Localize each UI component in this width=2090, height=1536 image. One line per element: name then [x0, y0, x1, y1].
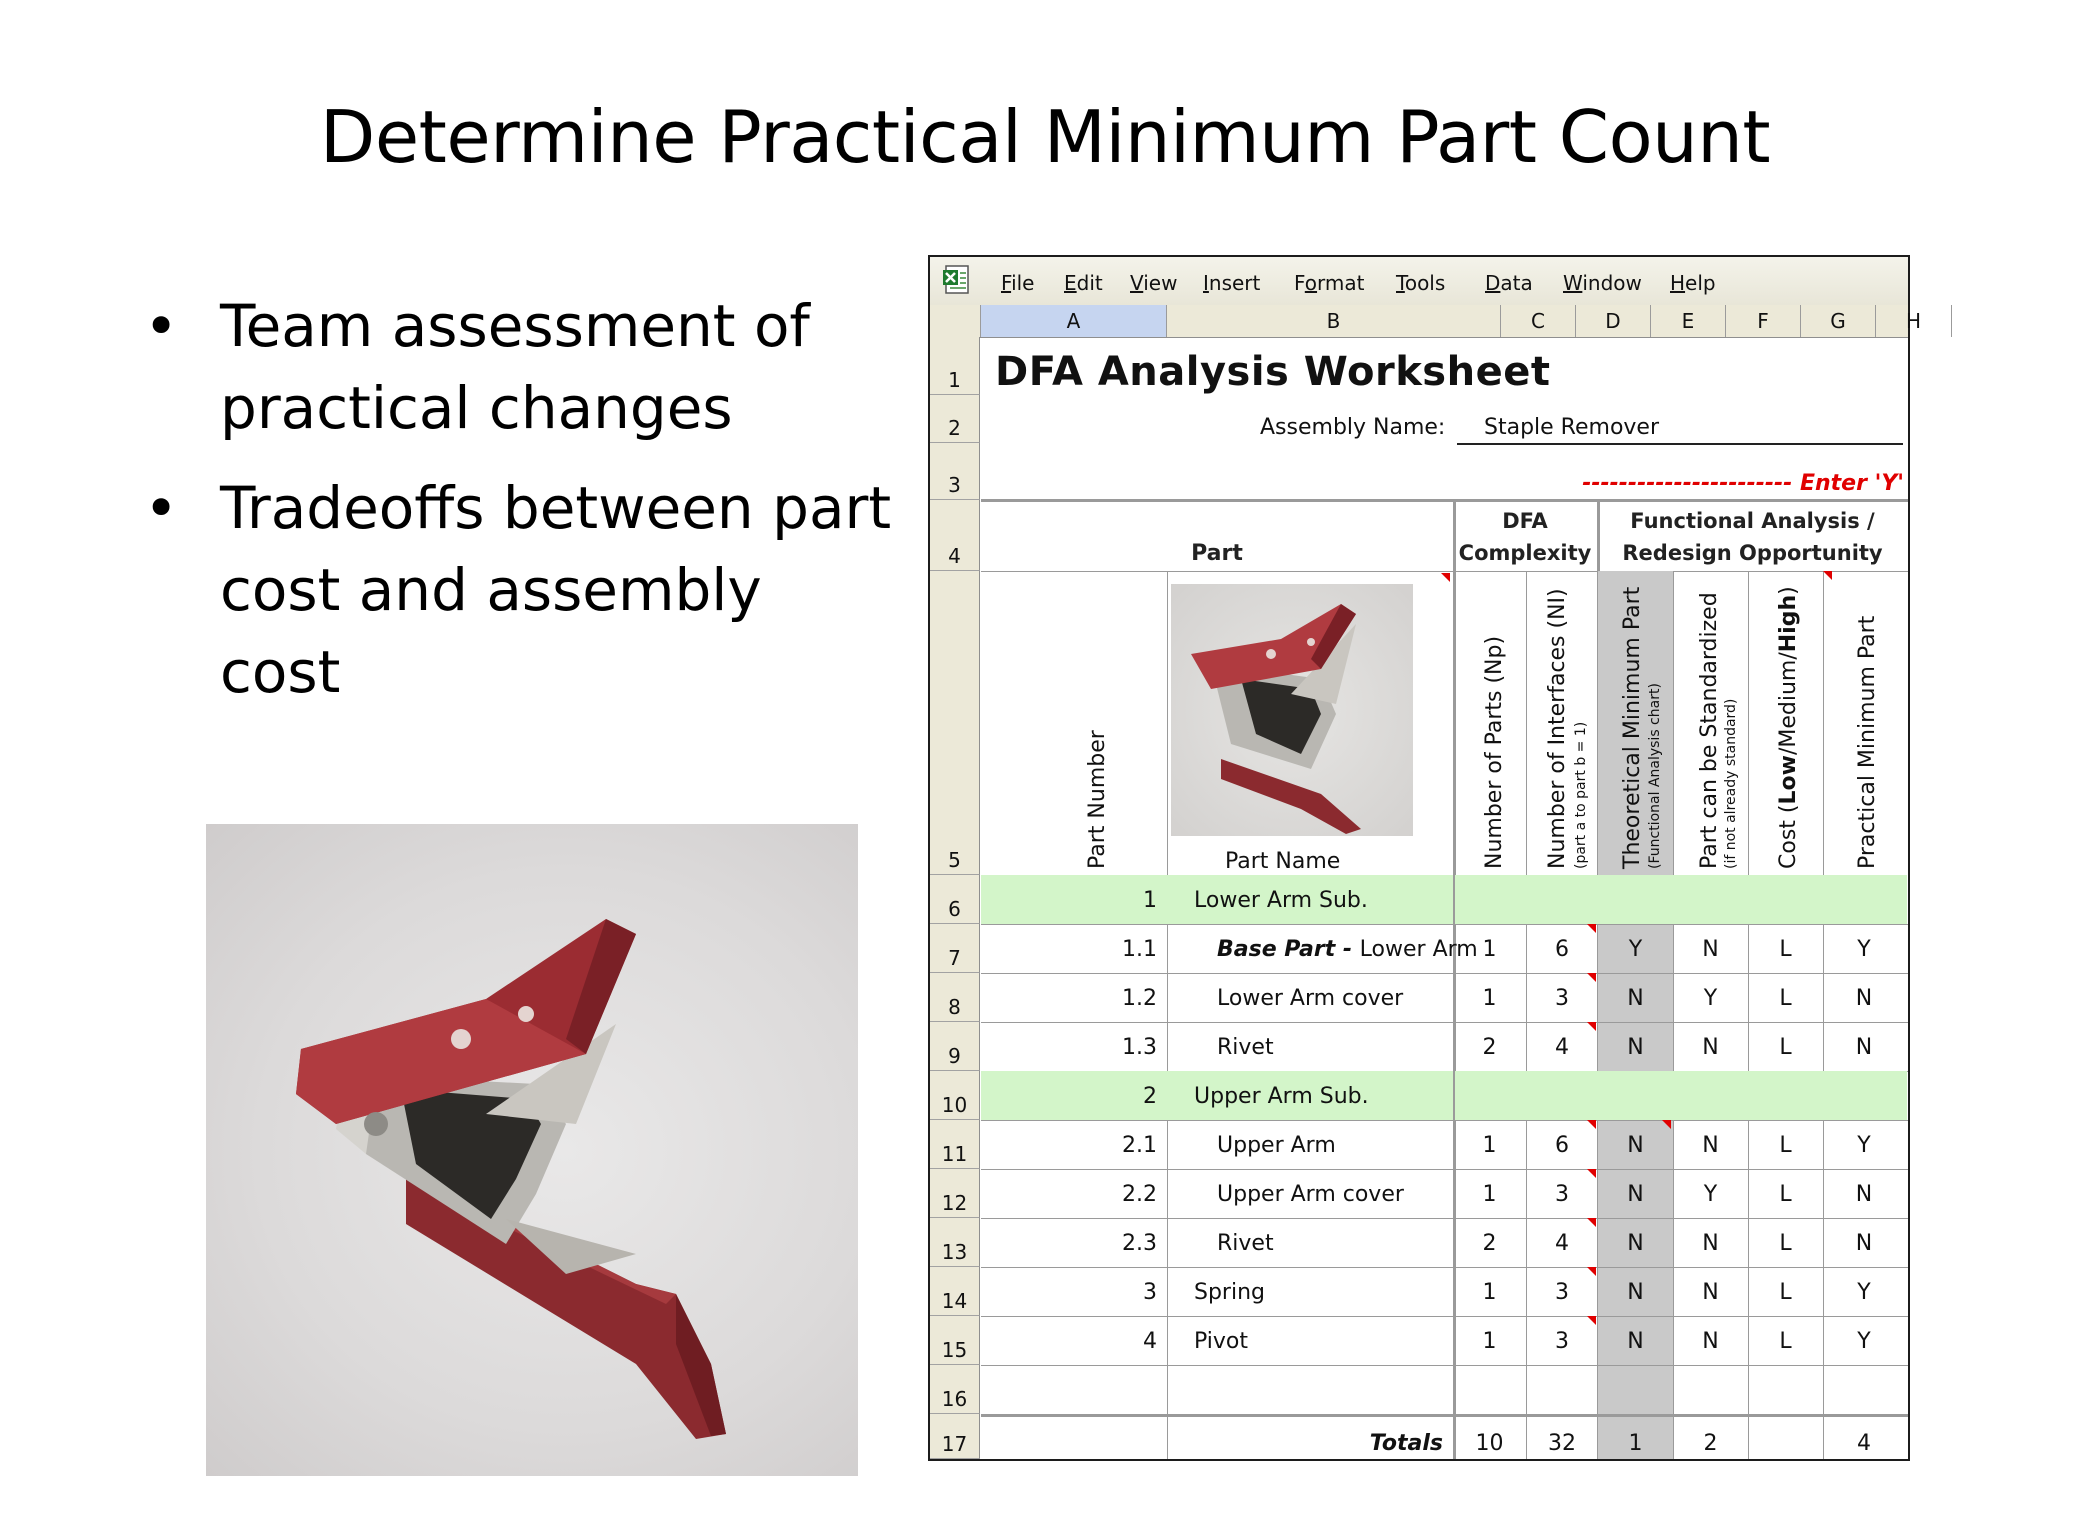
value-cell-f[interactable] — [1673, 1365, 1748, 1411]
value-cell-d[interactable] — [1526, 1071, 1598, 1117]
part-number-cell[interactable]: 2.2 — [1122, 1182, 1157, 1207]
dfa-header-line2: Complexity — [1458, 541, 1592, 565]
bullet-item — [140, 467, 900, 713]
column-header-row — [930, 305, 1922, 338]
part-name-cell[interactable]: Upper Arm Sub. — [1194, 1084, 1369, 1109]
value-cell-h[interactable]: N — [1855, 1231, 1873, 1256]
row-header[interactable]: 17 — [930, 1414, 980, 1459]
part-name-cell[interactable]: Upper Arm — [1217, 1133, 1336, 1158]
part-name-cell[interactable]: Lower Arm Sub. — [1194, 888, 1368, 913]
column-header-b[interactable]: B — [1167, 305, 1501, 337]
excel-app-icon[interactable] — [942, 265, 970, 295]
row-header[interactable]: 2 — [930, 395, 980, 443]
menu-help[interactable]: Help — [1670, 271, 1716, 295]
part-number-cell[interactable]: 1.1 — [1122, 937, 1157, 962]
value-cell-h[interactable] — [1823, 875, 1905, 921]
bullet-dot: • — [144, 474, 179, 542]
value-cell-g[interactable]: L — [1779, 1329, 1792, 1354]
part-name-cell[interactable] — [1194, 1365, 1425, 1411]
value-cell-c[interactable] — [1453, 1071, 1526, 1117]
row-header[interactable]: 10 — [930, 1071, 980, 1120]
value-cell-g[interactable]: L — [1779, 1133, 1792, 1158]
comment-indicator[interactable] — [1587, 1267, 1596, 1276]
value-cell-d[interactable]: 4 — [1555, 1231, 1569, 1256]
bullet-item — [140, 285, 900, 449]
excel-window: File Edit View Insert Format Tools Data Window Help A B C D E F G H 1 2 3 4 5 DFA Analysis Worksheet Assembly Name: Staple Remover ----------------------- Enter 'Y' Part DFA Complexity Functional Analysis / Redesign Opportunity Part Number Number of Parts (Np) Number of Interfaces (NI) (part a to part b = 1) Part can be Standardized (if not already standard) Cost (Low/Medium/High) Practical Minimum Part Part Name 6 1 Lower Arm Sub. 7 1.1 Base Part - Lower Arm 1 6 Y N L Y 8 1.2 Lower Arm cover 1 3 N Y L N 9 1.3 Rivet 2 4 N N L N 10 2 Upper Arm Sub. 11 2.1 Upper Arm 1 6 N N L Y 12 2.2 Upper Arm cover 1 3 N Y L N 13 2.3 Rivet 2 4 N N L N 14 3 Spring 1 3 N N L Y 15 4 Pivot 1 3 N N L Y 16 17 Totals 10 32 1 2 4 — [928, 255, 1910, 1461]
header-top-border — [981, 499, 1908, 502]
value-cell-g[interactable]: L — [1779, 1231, 1792, 1256]
row-header[interactable]: 11 — [930, 1120, 980, 1169]
row-header[interactable]: 13 — [930, 1218, 980, 1267]
value-cell-f[interactable]: N — [1702, 1035, 1719, 1060]
functional-header-line1: Functional Analysis / — [1630, 509, 1875, 533]
part-number-cell[interactable]: 1.2 — [1122, 986, 1157, 1011]
part-number-cell[interactable]: 2 — [1143, 1084, 1157, 1109]
part-name-cell[interactable]: Upper Arm cover — [1217, 1182, 1404, 1207]
part-number-cell[interactable]: 2.3 — [1122, 1231, 1157, 1256]
value-cell-g[interactable]: L — [1779, 1182, 1792, 1207]
value-cell-h[interactable]: Y — [1857, 937, 1871, 962]
value-cell-h[interactable]: Y — [1857, 1329, 1871, 1354]
value-cell-f[interactable]: N — [1702, 937, 1719, 962]
row-header[interactable]: 4 — [930, 500, 980, 571]
header-divider — [981, 571, 1908, 572]
value-cell-d[interactable]: 4 — [1555, 1035, 1569, 1060]
value-cell-f[interactable] — [1673, 875, 1748, 921]
value-cell-h[interactable] — [1823, 1365, 1905, 1411]
menu-insert[interactable]: Insert — [1203, 271, 1261, 295]
value-cell-c[interactable]: 1 — [1482, 1133, 1497, 1158]
part-number-cell[interactable]: 1 — [1143, 888, 1157, 913]
total-cell-f[interactable]: 2 — [1703, 1431, 1718, 1456]
select-all-corner[interactable] — [930, 305, 981, 337]
row-header[interactable]: 6 — [930, 875, 980, 924]
row-header[interactable]: 8 — [930, 973, 980, 1022]
bullet-text: Tradeoffs between part cost and assembly cost — [220, 474, 892, 706]
value-cell-c[interactable] — [1453, 1365, 1526, 1411]
column-header-a[interactable]: A — [981, 305, 1167, 337]
total-cell-e[interactable]: 1 — [1628, 1431, 1643, 1456]
value-cell-h[interactable]: N — [1855, 1035, 1873, 1060]
enter-y-note: ----------------------- Enter 'Y' — [1582, 471, 1904, 496]
part-number-cell[interactable] — [981, 1365, 1157, 1411]
value-cell-e[interactable] — [1598, 875, 1673, 921]
bullet-list — [140, 285, 900, 731]
row-header[interactable]: 14 — [930, 1267, 980, 1316]
value-cell-e[interactable]: N — [1627, 1329, 1644, 1354]
value-cell-d[interactable] — [1526, 1365, 1598, 1411]
value-cell-g[interactable]: L — [1779, 1035, 1792, 1060]
value-cell-e[interactable]: N — [1627, 1280, 1644, 1305]
value-cell-c[interactable]: 1 — [1482, 986, 1497, 1011]
part-thumbnail-image — [1171, 584, 1413, 836]
part-name-cell[interactable]: Pivot — [1194, 1329, 1249, 1354]
menu-view[interactable]: View — [1130, 271, 1178, 295]
value-cell-h[interactable]: Y — [1857, 1280, 1871, 1305]
value-cell-e[interactable]: N — [1627, 986, 1644, 1011]
value-cell-f[interactable]: Y — [1703, 986, 1718, 1011]
comment-indicator[interactable] — [1587, 1169, 1596, 1178]
value-cell-d[interactable]: 6 — [1555, 937, 1569, 962]
value-cell-f[interactable]: N — [1702, 1329, 1719, 1354]
value-cell-c[interactable]: 2 — [1482, 1231, 1497, 1256]
totals-top-border — [981, 1414, 1908, 1417]
row-header[interactable]: 16 — [930, 1365, 980, 1414]
part-group-header: Part — [1191, 541, 1243, 566]
value-cell-c[interactable]: 1 — [1482, 937, 1497, 962]
menu-format[interactable]: Format — [1294, 271, 1365, 295]
comment-indicator[interactable] — [1587, 1218, 1596, 1227]
value-cell-g[interactable] — [1748, 1365, 1823, 1411]
comment-indicator[interactable] — [1587, 1316, 1596, 1325]
row-header[interactable]: 5 — [930, 571, 980, 875]
value-cell-e[interactable]: N — [1627, 1133, 1644, 1158]
value-cell-f[interactable]: Y — [1703, 1182, 1718, 1207]
staple-remover-photo — [206, 824, 858, 1476]
column-header-d[interactable]: D — [1576, 305, 1651, 337]
value-cell-e[interactable] — [1598, 1071, 1673, 1117]
slide-title: Determine Practical Minimum Part Count — [319, 95, 1771, 179]
value-cell-e[interactable]: N — [1627, 1035, 1644, 1060]
comment-indicator[interactable] — [1587, 924, 1596, 933]
dfa-header-line1: DFA — [1502, 509, 1548, 533]
value-cell-g[interactable]: L — [1779, 937, 1792, 962]
value-cell-d[interactable]: 3 — [1555, 986, 1569, 1011]
menu-file[interactable]: File — [1001, 271, 1035, 295]
part-name-header: Part Name — [1225, 849, 1341, 874]
value-cell-e[interactable]: N — [1627, 1231, 1644, 1256]
comment-indicator[interactable] — [1823, 571, 1832, 580]
column-divider — [1167, 571, 1168, 1459]
column-header-f[interactable]: F — [1726, 305, 1801, 337]
value-cell-d[interactable]: 3 — [1555, 1182, 1569, 1207]
column-header-e[interactable]: E — [1651, 305, 1726, 337]
total-cell-h[interactable]: 4 — [1857, 1431, 1871, 1456]
part-name-cell[interactable]: Base Part - Lower Arm — [1217, 937, 1478, 962]
value-cell-d[interactable]: 3 — [1555, 1280, 1569, 1305]
assembly-name-value[interactable]: Staple Remover — [1457, 415, 1903, 445]
total-cell-d[interactable]: 32 — [1548, 1431, 1576, 1456]
comment-indicator[interactable] — [1587, 1022, 1596, 1031]
value-cell-g[interactable] — [1748, 875, 1823, 921]
value-cell-g[interactable]: L — [1779, 1280, 1792, 1305]
part-name-cell[interactable]: Rivet — [1217, 1035, 1274, 1060]
comment-indicator[interactable] — [1587, 973, 1596, 982]
bullet-text: Team assessment of practical changes — [220, 292, 810, 442]
value-cell-c[interactable]: 1 — [1482, 1280, 1497, 1305]
column-header-h[interactable]: H — [1876, 305, 1952, 337]
assembly-name-label: Assembly Name: — [1260, 415, 1446, 440]
column-header-c[interactable]: C — [1501, 305, 1576, 337]
value-cell-f[interactable] — [1673, 1071, 1748, 1117]
menu-tools[interactable]: Tools — [1396, 271, 1446, 295]
row-header[interactable]: 1 — [930, 337, 980, 395]
totals-label: Totals — [1369, 1431, 1443, 1456]
comment-indicator[interactable] — [1662, 1120, 1671, 1129]
part-name-cell[interactable]: Lower Arm cover — [1217, 986, 1404, 1011]
menu-edit[interactable]: Edit — [1064, 271, 1103, 295]
column-header-g[interactable]: G — [1801, 305, 1876, 337]
menu-data[interactable]: Data — [1485, 271, 1533, 295]
part-number-cell[interactable]: 2.1 — [1122, 1133, 1157, 1158]
value-cell-h[interactable]: Y — [1857, 1133, 1871, 1158]
sheet-title: DFA Analysis Worksheet — [995, 349, 1551, 395]
value-cell-f[interactable]: N — [1702, 1231, 1719, 1256]
comment-indicator[interactable] — [1441, 573, 1450, 582]
value-cell-d[interactable]: 6 — [1555, 1133, 1569, 1158]
row-header[interactable]: 3 — [930, 443, 980, 500]
value-cell-h[interactable]: N — [1855, 1182, 1873, 1207]
value-cell-e[interactable]: Y — [1628, 937, 1643, 962]
bullet-dot: • — [144, 292, 179, 360]
value-cell-f[interactable]: N — [1702, 1280, 1719, 1305]
menu-bar — [930, 257, 1908, 306]
value-cell-g[interactable]: L — [1779, 986, 1792, 1011]
value-cell-g[interactable] — [1748, 1071, 1823, 1117]
value-cell-d[interactable]: 3 — [1555, 1329, 1569, 1354]
value-cell-c[interactable] — [1453, 875, 1526, 921]
value-cell-d[interactable] — [1526, 875, 1598, 921]
comment-indicator[interactable] — [1587, 1120, 1596, 1129]
value-cell-h[interactable] — [1823, 1071, 1905, 1117]
part-number-cell[interactable]: 4 — [1143, 1329, 1157, 1354]
value-cell-h[interactable]: N — [1855, 986, 1873, 1011]
part-number-cell[interactable]: 1.3 — [1122, 1035, 1157, 1060]
total-cell-c[interactable]: 10 — [1475, 1431, 1504, 1456]
part-name-cell[interactable]: Spring — [1194, 1280, 1265, 1305]
value-cell-c[interactable]: 2 — [1482, 1035, 1497, 1060]
part-number-cell[interactable]: 3 — [1143, 1280, 1157, 1305]
row-header[interactable]: 9 — [930, 1022, 980, 1071]
value-cell-e[interactable] — [1598, 1365, 1673, 1411]
value-cell-f[interactable]: N — [1702, 1133, 1719, 1158]
value-cell-c[interactable]: 1 — [1482, 1182, 1497, 1207]
row-header[interactable]: 12 — [930, 1169, 980, 1218]
value-cell-e[interactable]: N — [1627, 1182, 1644, 1207]
total-cell-g[interactable] — [1748, 1418, 1823, 1464]
row-header[interactable]: 15 — [930, 1316, 980, 1365]
menu-window[interactable]: Window — [1563, 271, 1642, 295]
value-cell-c[interactable]: 1 — [1482, 1329, 1497, 1354]
row-header[interactable]: 7 — [930, 924, 980, 973]
part-name-cell[interactable]: Rivet — [1217, 1231, 1274, 1256]
functional-header-line2: Redesign Opportunity — [1622, 541, 1883, 565]
